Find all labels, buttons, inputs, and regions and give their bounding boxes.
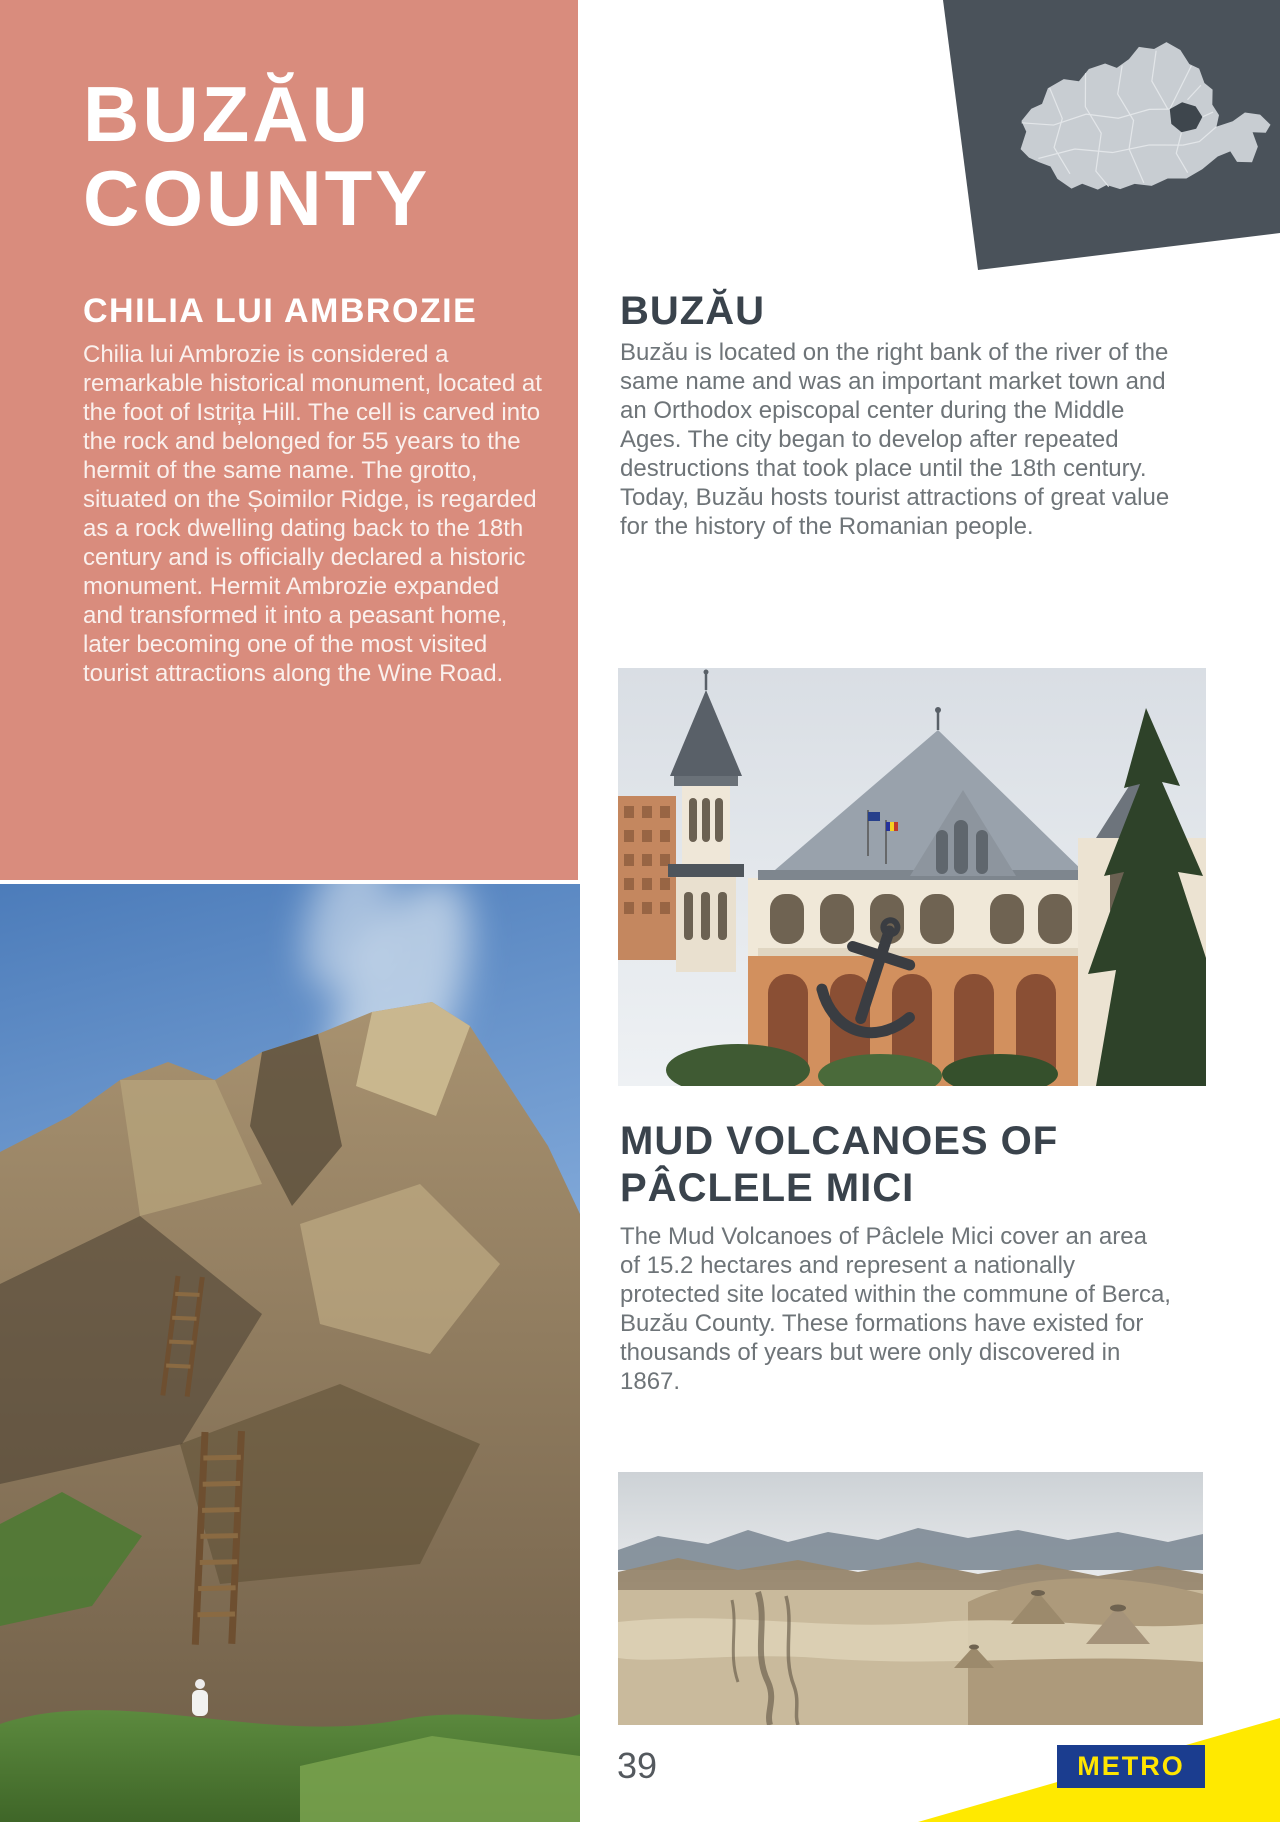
section-body-buzau: Buzău is located on the right bank of the river of the same name and was an important market town and an Orthodox episcopal center during the Middle Ages. The city began to develop after repeated destructions that took place until the 18th century. Today, Buzău hosts tourist attractions of great value for the history of the Romanian people. (620, 339, 1170, 540)
section-body-mud-volcanoes: The Mud Volcanoes of Pâclele Mici cover an area of 15.2 hectares and represent a nationally protected site located within the commune of Berca, Buzău County. These formations have existed for thousands of years but were only discovered in 1867. (620, 1223, 1171, 1395)
mud-heading-line1: MUD VOLCANOES OF (620, 1119, 1059, 1163)
page-number: 39 (617, 1745, 658, 1786)
apartment-block (618, 796, 676, 960)
photo-mud-volcanoes (618, 1472, 1203, 1725)
section-heading-mud-volcanoes (620, 1118, 1058, 1212)
section-body-chilia: Chilia lui Ambrozie is considered a remarkable historical monument, located at the foot of Istrița Hill. The cell is carved into the rock and belonged for 55 years to the hermit of the same name. The grotto, situated on the Șoimilor Ridge, is regarded as a rock dwelling dating back to the 18th century and is officially declared a historic monument. Hermit Ambrozie expanded and transformed it into a peasant home, later becoming one of the most visited tourist attractions along the Wine Road. (83, 341, 542, 687)
mud-heading-line2: PÂCLELE MICI (620, 1166, 915, 1210)
section-heading-buzau: BUZĂU (620, 289, 765, 333)
metro-logo (1057, 1745, 1205, 1788)
section-heading-chilia: CHILIA LUI AMBROZIE (83, 292, 478, 330)
county-intro-panel (0, 0, 578, 880)
page-title-line1: BUZĂU (83, 70, 371, 158)
metro-logo-text: METRO (1077, 1751, 1185, 1781)
page-title (83, 72, 430, 240)
page-title-line2: COUNTY (83, 154, 431, 242)
photo-chilia-rock (0, 884, 580, 1822)
romania-map-badge (900, 0, 1280, 285)
photo-buzau-communal-palace (618, 668, 1206, 1086)
